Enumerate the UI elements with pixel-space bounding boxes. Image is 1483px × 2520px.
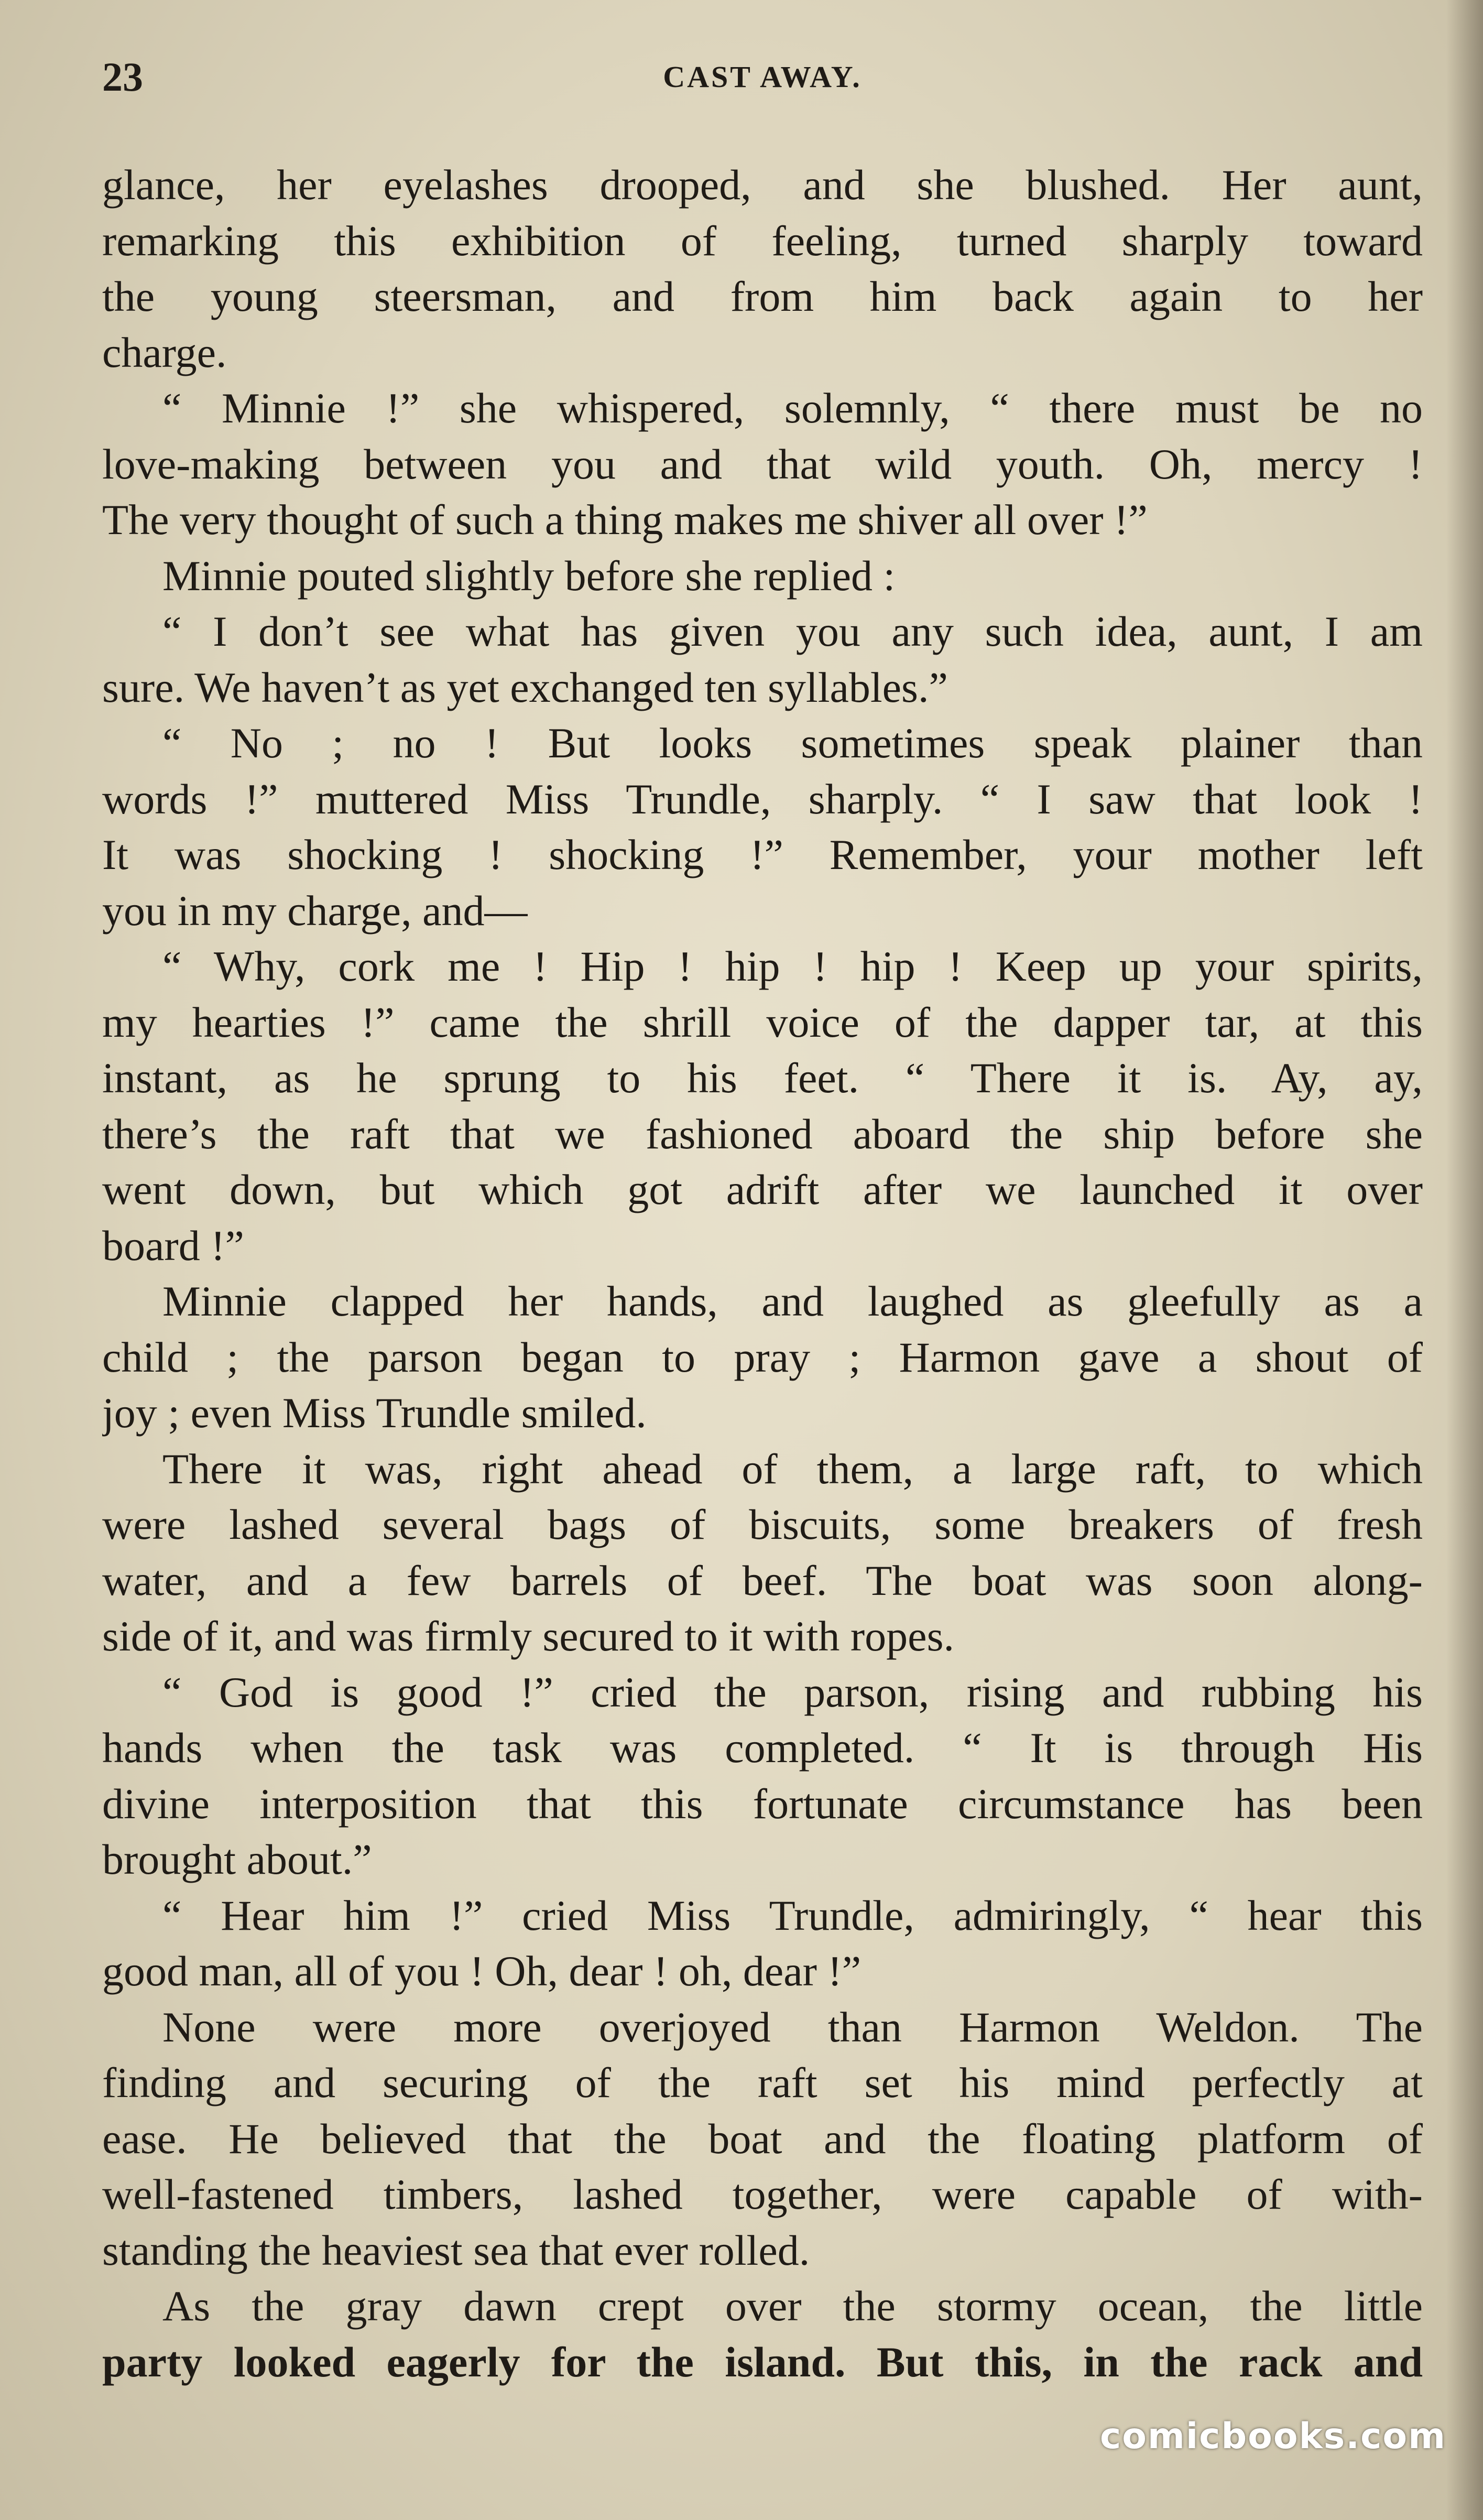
body-text bbox=[102, 157, 1423, 2390]
text-line: joy ; even Miss Trundle smiled. bbox=[102, 1389, 647, 1437]
text-line: remarking this exhibition of feeling, turned sharply toward bbox=[102, 216, 1423, 265]
text-line: ease. He believed that the boat and the floating platform of bbox=[102, 2114, 1423, 2163]
text-line: The very thought of such a thing makes me shiver all over !” bbox=[102, 496, 1148, 544]
text-line: love-making between you and that wild youth. Oh, mercy ! bbox=[102, 440, 1423, 488]
page-spine-shadow bbox=[1446, 0, 1483, 2520]
page-number: 23 bbox=[102, 54, 143, 100]
text-line: sure. We haven’t as yet exchanged ten syllables.” bbox=[102, 663, 948, 711]
text-line: my hearties !” came the shrill voice of the dapper tar, at this bbox=[102, 998, 1423, 1046]
text-line: instant, as he sprung to his feet. “ There it is. Ay, ay, bbox=[102, 1054, 1423, 1102]
text-line: “ Why, cork me ! Hip ! hip ! hip ! Keep up your spirits, bbox=[162, 942, 1423, 990]
text-line: the young steersman, and from him back again to her bbox=[102, 273, 1423, 320]
text-line: standing the heaviest sea that ever rolled. bbox=[102, 2226, 810, 2274]
text-line: “ I don’t see what has given you any such idea, aunt, I am bbox=[162, 607, 1423, 655]
text-line: good man, all of you ! Oh, dear ! oh, dear !” bbox=[102, 1947, 862, 1995]
text-line: there’s the raft that we fashioned aboard the ship before she bbox=[102, 1110, 1423, 1158]
text-line: water, and a few barrels of beef. The boat was soon along- bbox=[102, 1556, 1423, 1604]
text-line: It was shocking ! shocking !” Remember, your mother left bbox=[102, 831, 1423, 878]
text-line: None were more overjoyed than Harmon Weldon. The bbox=[162, 2003, 1423, 2051]
text-line: “ God is good !” cried the parson, rising and rubbing his bbox=[162, 1668, 1423, 1716]
text-line: “ Hear him !” cried Miss Trundle, admiringly, “ hear this bbox=[162, 1891, 1423, 1939]
text-line: brought about.” bbox=[102, 1835, 372, 1883]
text-line: went down, but which got adrift after we launched it over bbox=[102, 1166, 1423, 1213]
text-line: “ Minnie !” she whispered, solemnly, “ there must be no bbox=[162, 384, 1423, 432]
text-line: Minnie clapped her hands, and laughed as gleefully as a bbox=[162, 1277, 1423, 1325]
text-line: “ No ; no ! But looks sometimes speak plainer than bbox=[162, 719, 1423, 767]
text-line: words !” muttered Miss Trundle, sharply. “ I saw that look ! bbox=[102, 775, 1423, 823]
text-line: As the gray dawn crept over the stormy ocean, the little bbox=[162, 2282, 1423, 2330]
text-line: board !” bbox=[102, 1221, 244, 1269]
text-line: party looked eagerly for the island. But this, in the rack and bbox=[102, 2338, 1423, 2386]
text-line: child ; the parson began to pray ; Harmon gave a shout of bbox=[102, 1333, 1423, 1381]
text-line: glance, her eyelashes drooped, and she blushed. Her aunt, bbox=[102, 161, 1423, 209]
page-header bbox=[102, 48, 1423, 106]
text-line: well-fastened timbers, lashed together, were capable of with- bbox=[102, 2170, 1423, 2218]
text-line: There it was, right ahead of them, a large raft, to which bbox=[162, 1444, 1423, 1493]
text-line: you in my charge, and— bbox=[102, 886, 528, 935]
text-line: side of it, and was firmly secured to it with ropes. bbox=[102, 1612, 954, 1660]
text-line: divine interposition that this fortunate circumstance has been bbox=[102, 1779, 1423, 1828]
text-line: charge. bbox=[102, 328, 227, 376]
text-line: hands when the task was completed. “ It is through His bbox=[102, 1724, 1423, 1772]
text-line: were lashed several bags of biscuits, some breakers of fresh bbox=[102, 1501, 1423, 1548]
watermark: comicbooks.com bbox=[1099, 2416, 1446, 2457]
running-head: CAST AWAY. bbox=[663, 60, 862, 94]
text-line: Minnie pouted slightly before she replied : bbox=[162, 551, 896, 600]
text-line: finding and securing of the raft set his mind perfectly at bbox=[102, 2059, 1423, 2106]
